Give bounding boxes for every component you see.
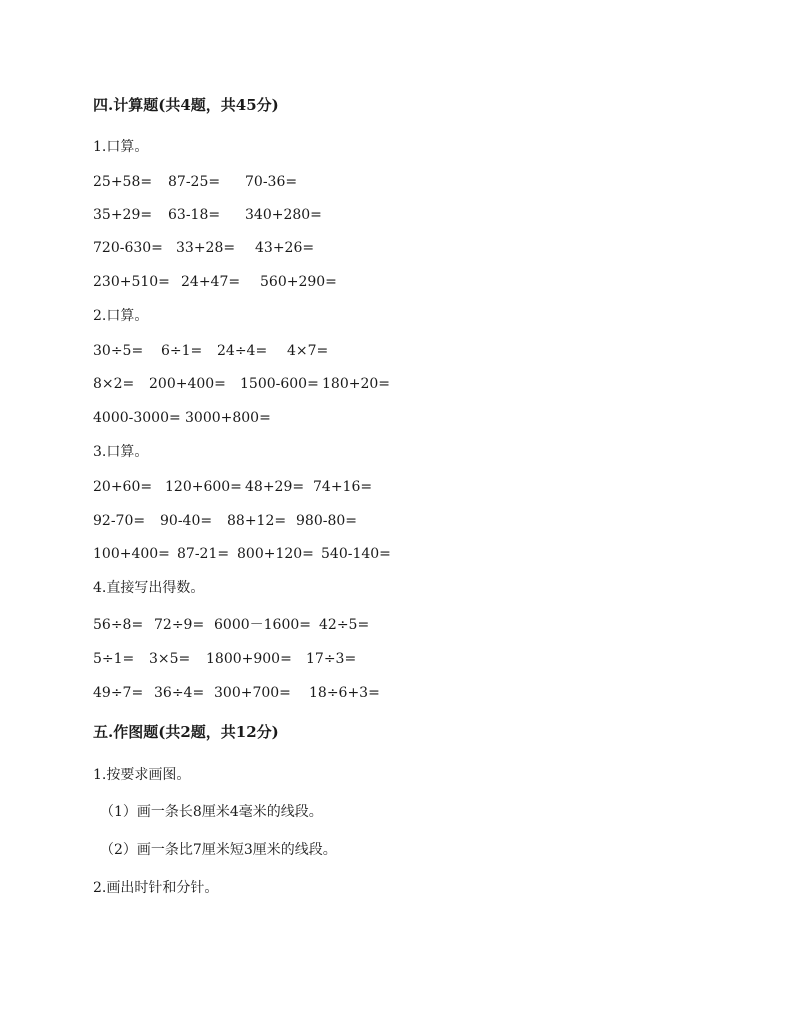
q3-expr: 74+16=	[313, 479, 373, 495]
q4-expr: 36÷4=	[154, 685, 205, 701]
q1-expr: 25+58=	[93, 174, 153, 190]
q4-expr: 56÷8=	[93, 617, 144, 633]
q3-expr: 48+29=	[245, 479, 305, 495]
q1-expr: 560+290=	[260, 274, 337, 290]
q1-expr: 340+280=	[245, 207, 322, 223]
q2-expr: 8×2=	[93, 376, 135, 392]
q4-expr: 42÷5=	[319, 617, 370, 633]
q2-expr: 6÷1=	[161, 343, 203, 359]
q3-expr: 90-40=	[160, 513, 213, 529]
q3-expr: 92-70=	[93, 513, 146, 529]
q1-expr: 35+29=	[93, 207, 153, 223]
q1-expr: 43+26=	[255, 240, 315, 256]
q4-expr: 49÷7=	[93, 685, 144, 701]
q1-expr: 720-630=	[93, 240, 163, 256]
section-5-heading: 五.作图题(共2题，共12分)	[93, 723, 279, 741]
q2-expr: 24÷4=	[217, 343, 268, 359]
section-4-heading: 四.计算题(共4题，共45分)	[93, 96, 279, 114]
q1-expr: 87-25=	[168, 174, 221, 190]
q3-title: 3.口算。	[93, 444, 149, 460]
q4-expr: 5÷1=	[93, 651, 135, 667]
drawing-q2-title: 2.画出时针和分针。	[93, 880, 219, 896]
q2-expr: 1500-600=	[240, 376, 319, 392]
q1-title: 1.口算。	[93, 139, 149, 155]
q3-expr: 120+600=	[165, 479, 242, 495]
q1-expr: 33+28=	[176, 240, 236, 256]
q2-expr: 3000+800=	[185, 410, 271, 426]
q2-expr: 4×7=	[287, 343, 329, 359]
q3-expr: 800+120=	[237, 546, 314, 562]
q2-expr: 4000-3000=	[93, 410, 181, 426]
q4-expr: 17÷3=	[306, 651, 357, 667]
q2-title: 2.口算。	[93, 308, 149, 324]
q3-expr: 540-140=	[321, 546, 391, 562]
q3-expr: 88+12=	[227, 513, 287, 529]
q4-expr: 6000－1600=	[214, 617, 311, 633]
drawing-q1-title: 1.按要求画图。	[93, 767, 191, 783]
q2-expr: 200+400=	[149, 376, 226, 392]
q1-expr: 63-18=	[168, 207, 221, 223]
q4-expr: 1800+900=	[206, 651, 292, 667]
q2-expr: 30÷5=	[93, 343, 144, 359]
q4-expr: 18÷6+3=	[309, 685, 380, 701]
q4-expr: 72÷9=	[154, 617, 205, 633]
q4-expr: 3×5=	[149, 651, 191, 667]
q4-expr: 300+700=	[214, 685, 291, 701]
q1-expr: 70-36=	[245, 174, 298, 190]
q3-expr: 980-80=	[296, 513, 357, 529]
q3-expr: 20+60=	[93, 479, 153, 495]
q4-title: 4.直接写出得数。	[93, 580, 205, 596]
q1-expr: 230+510=	[93, 274, 170, 290]
q2-expr: 180+20=	[322, 376, 390, 392]
drawing-q1-item: （2）画一条比7厘米短3厘米的线段。	[100, 842, 337, 858]
q3-expr: 87-21=	[177, 546, 230, 562]
q1-expr: 24+47=	[181, 274, 241, 290]
q3-expr: 100+400=	[93, 546, 170, 562]
drawing-q1-item: （1）画一条长8厘米4毫米的线段。	[100, 804, 323, 820]
